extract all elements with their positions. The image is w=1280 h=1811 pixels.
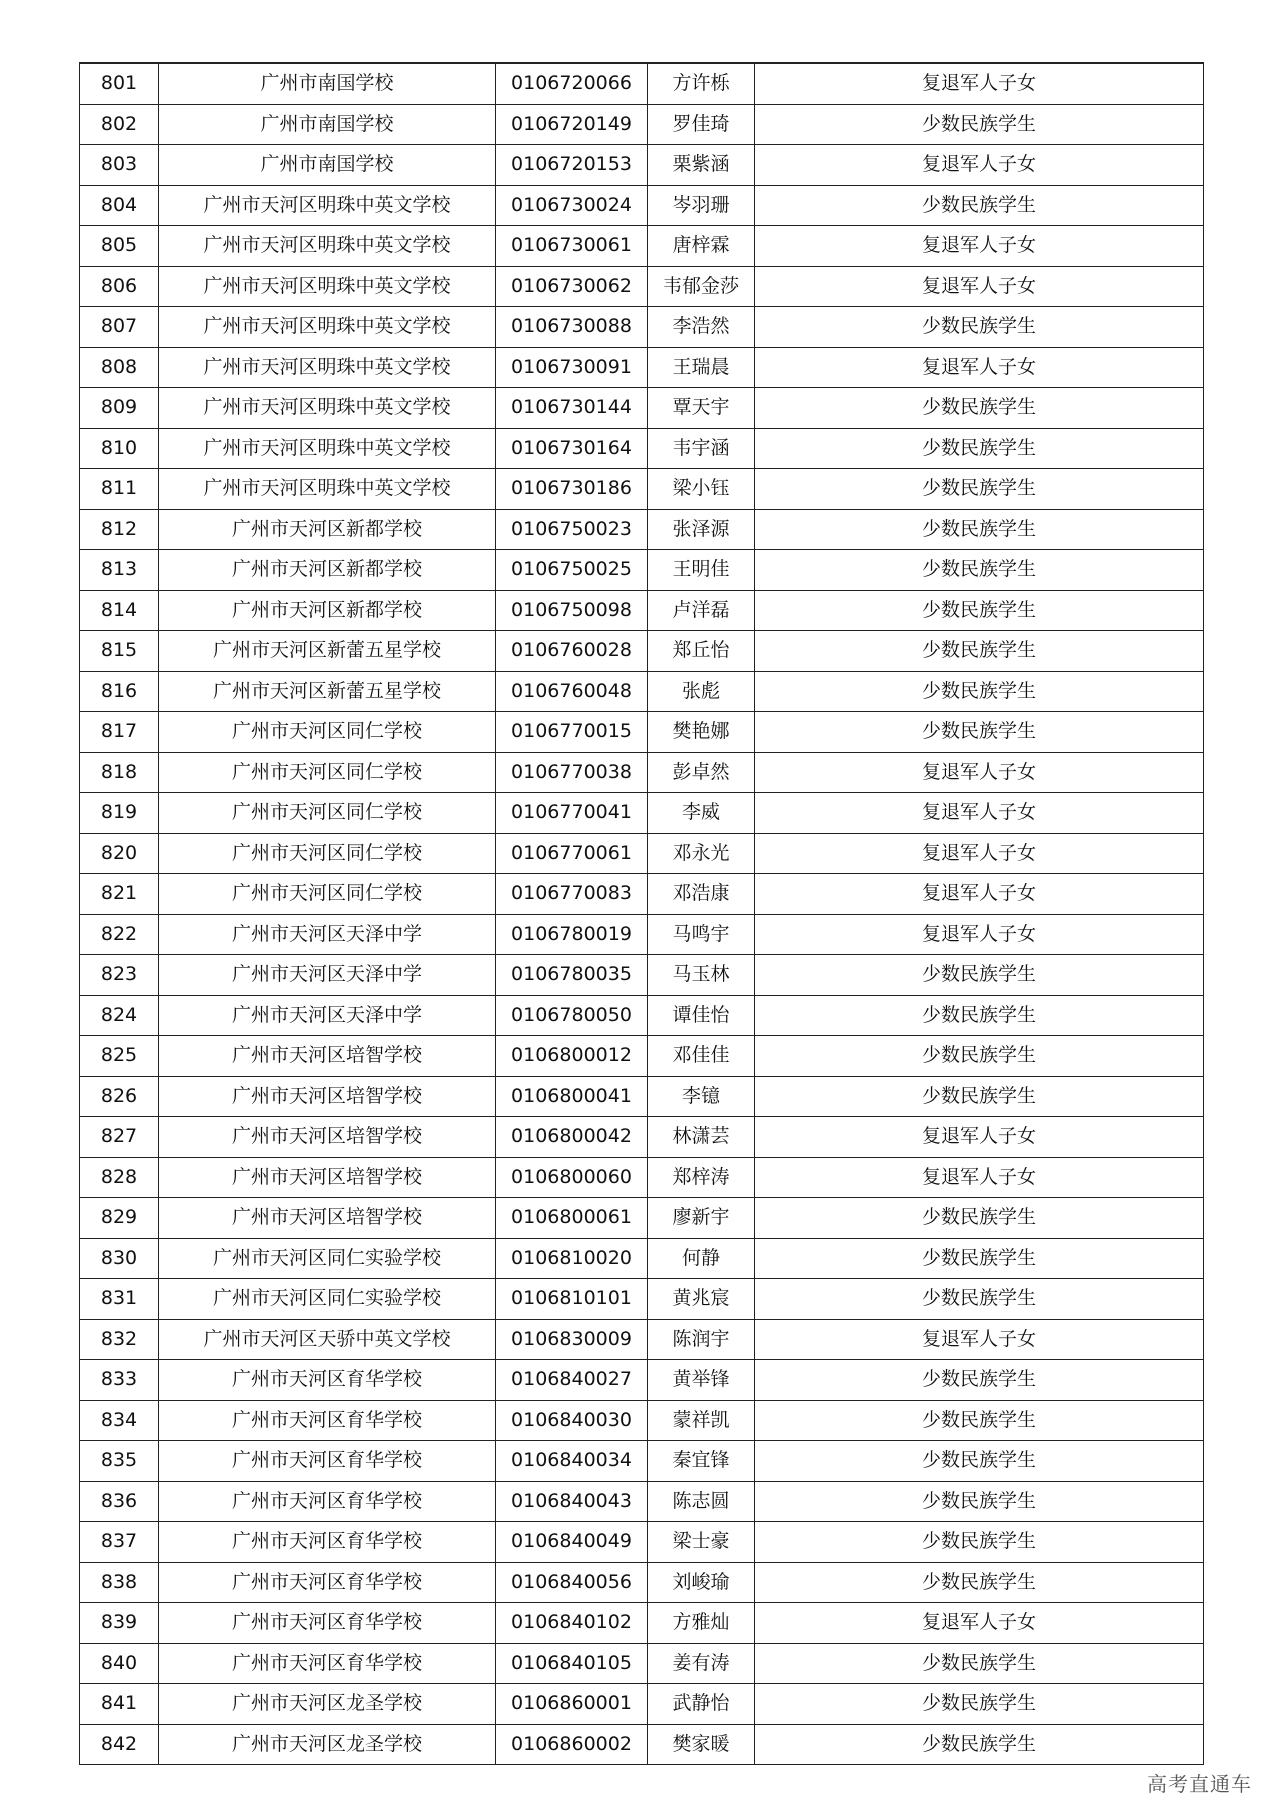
row-number: 813 <box>80 550 159 591</box>
table-row <box>80 1400 1204 1441</box>
row-number: 802 <box>80 104 159 145</box>
student-id: 0106780035 <box>496 955 648 996</box>
student-id: 0106840034 <box>496 1441 648 1482</box>
student-id: 0106770061 <box>496 833 648 874</box>
row-number: 834 <box>80 1400 159 1441</box>
student-id: 0106840027 <box>496 1360 648 1401</box>
school-name: 广州市天河区育华学校 <box>159 1481 496 1522</box>
table-row <box>80 307 1204 348</box>
row-number: 809 <box>80 388 159 429</box>
student-name: 黄举锋 <box>648 1360 755 1401</box>
row-number: 806 <box>80 266 159 307</box>
student-name: 李浩然 <box>648 307 755 348</box>
student-name: 彭卓然 <box>648 752 755 793</box>
school-name: 广州市南国学校 <box>159 63 496 104</box>
school-name: 广州市天河区培智学校 <box>159 1036 496 1077</box>
table-row <box>80 874 1204 915</box>
school-name: 广州市天河区培智学校 <box>159 1198 496 1239</box>
category: 少数民族学生 <box>755 388 1204 429</box>
table-row <box>80 428 1204 469</box>
student-id: 0106800060 <box>496 1157 648 1198</box>
school-name: 广州市天河区同仁学校 <box>159 833 496 874</box>
category: 少数民族学生 <box>755 1036 1204 1077</box>
row-number: 822 <box>80 914 159 955</box>
category: 复退军人子女 <box>755 1319 1204 1360</box>
school-name: 广州市天河区龙圣学校 <box>159 1724 496 1765</box>
table-row <box>80 1157 1204 1198</box>
category: 复退军人子女 <box>755 874 1204 915</box>
student-id: 0106750025 <box>496 550 648 591</box>
student-id: 0106860002 <box>496 1724 648 1765</box>
category: 少数民族学生 <box>755 1400 1204 1441</box>
row-number: 830 <box>80 1238 159 1279</box>
school-name: 广州市天河区育华学校 <box>159 1522 496 1563</box>
row-number: 826 <box>80 1076 159 1117</box>
student-name: 陈润宇 <box>648 1319 755 1360</box>
school-name: 广州市天河区育华学校 <box>159 1441 496 1482</box>
student-name: 梁小钰 <box>648 469 755 510</box>
school-name: 广州市天河区明珠中英文学校 <box>159 266 496 307</box>
student-name: 何静 <box>648 1238 755 1279</box>
school-name: 广州市天河区育华学校 <box>159 1643 496 1684</box>
student-name: 蒙祥凯 <box>648 1400 755 1441</box>
school-name: 广州市天河区育华学校 <box>159 1400 496 1441</box>
student-name: 李威 <box>648 793 755 834</box>
student-id: 0106730061 <box>496 226 648 267</box>
table-row <box>80 469 1204 510</box>
student-id: 0106730186 <box>496 469 648 510</box>
student-id: 0106730088 <box>496 307 648 348</box>
row-number: 810 <box>80 428 159 469</box>
student-name: 邓永光 <box>648 833 755 874</box>
row-number: 841 <box>80 1684 159 1725</box>
row-number: 828 <box>80 1157 159 1198</box>
table-row <box>80 914 1204 955</box>
category: 少数民族学生 <box>755 712 1204 753</box>
student-name: 方许栎 <box>648 63 755 104</box>
student-id: 0106810020 <box>496 1238 648 1279</box>
student-name: 岑羽珊 <box>648 185 755 226</box>
student-id: 0106800061 <box>496 1198 648 1239</box>
school-name: 广州市天河区天泽中学 <box>159 995 496 1036</box>
row-number: 829 <box>80 1198 159 1239</box>
school-name: 广州市天河区明珠中英文学校 <box>159 428 496 469</box>
category: 少数民族学生 <box>755 550 1204 591</box>
school-name: 广州市天河区明珠中英文学校 <box>159 226 496 267</box>
school-name: 广州市天河区同仁学校 <box>159 793 496 834</box>
table-row <box>80 1036 1204 1077</box>
school-name: 广州市天河区育华学校 <box>159 1562 496 1603</box>
category: 复退军人子女 <box>755 833 1204 874</box>
student-name: 樊艳娜 <box>648 712 755 753</box>
category: 少数民族学生 <box>755 631 1204 672</box>
roster-body <box>80 63 1204 1765</box>
category: 少数民族学生 <box>755 1684 1204 1725</box>
student-id: 0106730024 <box>496 185 648 226</box>
row-number: 832 <box>80 1319 159 1360</box>
table-row <box>80 1319 1204 1360</box>
student-name: 罗佳琦 <box>648 104 755 145</box>
student-id: 0106840105 <box>496 1643 648 1684</box>
student-id: 0106780050 <box>496 995 648 1036</box>
student-name: 张彪 <box>648 671 755 712</box>
student-name: 陈志圆 <box>648 1481 755 1522</box>
school-name: 广州市天河区新蕾五星学校 <box>159 631 496 672</box>
table-row <box>80 671 1204 712</box>
category: 复退军人子女 <box>755 266 1204 307</box>
row-number: 803 <box>80 145 159 186</box>
table-row <box>80 752 1204 793</box>
school-name: 广州市天河区新都学校 <box>159 509 496 550</box>
category: 复退军人子女 <box>755 793 1204 834</box>
row-number: 838 <box>80 1562 159 1603</box>
category: 少数民族学生 <box>755 1441 1204 1482</box>
school-name: 广州市天河区同仁学校 <box>159 712 496 753</box>
school-name: 广州市天河区同仁实验学校 <box>159 1238 496 1279</box>
category: 少数民族学生 <box>755 671 1204 712</box>
row-number: 833 <box>80 1360 159 1401</box>
table-row <box>80 1562 1204 1603</box>
student-id: 0106720066 <box>496 63 648 104</box>
table-row <box>80 388 1204 429</box>
student-name: 卢洋磊 <box>648 590 755 631</box>
row-number: 811 <box>80 469 159 510</box>
student-id: 0106770038 <box>496 752 648 793</box>
category: 少数民族学生 <box>755 509 1204 550</box>
table-row <box>80 1238 1204 1279</box>
table-row <box>80 104 1204 145</box>
roster-sheet <box>79 62 1203 1765</box>
row-number: 823 <box>80 955 159 996</box>
roster-table <box>79 62 1204 1765</box>
student-name: 廖新宇 <box>648 1198 755 1239</box>
student-name: 王明佳 <box>648 550 755 591</box>
student-id: 0106840030 <box>496 1400 648 1441</box>
category: 少数民族学生 <box>755 995 1204 1036</box>
student-id: 0106800041 <box>496 1076 648 1117</box>
row-number: 801 <box>80 63 159 104</box>
student-id: 0106810101 <box>496 1279 648 1320</box>
category: 复退军人子女 <box>755 914 1204 955</box>
table-row <box>80 1441 1204 1482</box>
category: 少数民族学生 <box>755 428 1204 469</box>
category: 少数民族学生 <box>755 590 1204 631</box>
watermark-text: 高考直通车 <box>1147 1772 1252 1796</box>
category: 少数民族学生 <box>755 104 1204 145</box>
row-number: 815 <box>80 631 159 672</box>
student-name: 李镱 <box>648 1076 755 1117</box>
category: 少数民族学生 <box>755 1522 1204 1563</box>
category: 少数民族学生 <box>755 1279 1204 1320</box>
student-name: 唐梓霖 <box>648 226 755 267</box>
student-name: 邓浩康 <box>648 874 755 915</box>
row-number: 820 <box>80 833 159 874</box>
table-row <box>80 1279 1204 1320</box>
student-name: 郑丘怡 <box>648 631 755 672</box>
student-name: 韦宇涵 <box>648 428 755 469</box>
table-row <box>80 1076 1204 1117</box>
table-row <box>80 1684 1204 1725</box>
table-row <box>80 1481 1204 1522</box>
category: 复退军人子女 <box>755 752 1204 793</box>
student-id: 0106730091 <box>496 347 648 388</box>
school-name: 广州市天河区明珠中英文学校 <box>159 347 496 388</box>
student-name: 林潇芸 <box>648 1117 755 1158</box>
student-name: 覃天宇 <box>648 388 755 429</box>
student-name: 谭佳怡 <box>648 995 755 1036</box>
category: 少数民族学生 <box>755 1198 1204 1239</box>
school-name: 广州市天河区天泽中学 <box>159 955 496 996</box>
table-row <box>80 145 1204 186</box>
row-number: 804 <box>80 185 159 226</box>
student-name: 马鸣宇 <box>648 914 755 955</box>
school-name: 广州市天河区新都学校 <box>159 550 496 591</box>
school-name: 广州市南国学校 <box>159 145 496 186</box>
student-name: 张泽源 <box>648 509 755 550</box>
student-id: 0106840043 <box>496 1481 648 1522</box>
school-name: 广州市天河区同仁学校 <box>159 752 496 793</box>
student-id: 0106720153 <box>496 145 648 186</box>
student-id: 0106760048 <box>496 671 648 712</box>
student-name: 武静怡 <box>648 1684 755 1725</box>
student-id: 0106730062 <box>496 266 648 307</box>
table-row <box>80 1522 1204 1563</box>
category: 少数民族学生 <box>755 469 1204 510</box>
student-name: 王瑞晨 <box>648 347 755 388</box>
table-row <box>80 631 1204 672</box>
student-id: 0106840049 <box>496 1522 648 1563</box>
school-name: 广州市天河区天泽中学 <box>159 914 496 955</box>
student-id: 0106800042 <box>496 1117 648 1158</box>
category: 少数民族学生 <box>755 1643 1204 1684</box>
row-number: 837 <box>80 1522 159 1563</box>
row-number: 836 <box>80 1481 159 1522</box>
table-row <box>80 1603 1204 1644</box>
category: 少数民族学生 <box>755 955 1204 996</box>
table-row <box>80 955 1204 996</box>
row-number: 814 <box>80 590 159 631</box>
row-number: 807 <box>80 307 159 348</box>
school-name: 广州市天河区培智学校 <box>159 1076 496 1117</box>
school-name: 广州市南国学校 <box>159 104 496 145</box>
category: 复退军人子女 <box>755 63 1204 104</box>
student-id: 0106830009 <box>496 1319 648 1360</box>
table-row <box>80 1360 1204 1401</box>
table-row <box>80 63 1204 104</box>
row-number: 831 <box>80 1279 159 1320</box>
student-name: 樊家暖 <box>648 1724 755 1765</box>
row-number: 812 <box>80 509 159 550</box>
row-number: 808 <box>80 347 159 388</box>
student-name: 马玉林 <box>648 955 755 996</box>
school-name: 广州市天河区天骄中英文学校 <box>159 1319 496 1360</box>
school-name: 广州市天河区同仁实验学校 <box>159 1279 496 1320</box>
row-number: 816 <box>80 671 159 712</box>
category: 少数民族学生 <box>755 1076 1204 1117</box>
row-number: 835 <box>80 1441 159 1482</box>
school-name: 广州市天河区新蕾五星学校 <box>159 671 496 712</box>
row-number: 840 <box>80 1643 159 1684</box>
row-number: 819 <box>80 793 159 834</box>
school-name: 广州市天河区明珠中英文学校 <box>159 307 496 348</box>
student-id: 0106730144 <box>496 388 648 429</box>
category: 少数民族学生 <box>755 1238 1204 1279</box>
table-row <box>80 266 1204 307</box>
school-name: 广州市天河区育华学校 <box>159 1603 496 1644</box>
student-name: 梁士豪 <box>648 1522 755 1563</box>
category: 少数民族学生 <box>755 1360 1204 1401</box>
student-id: 0106730164 <box>496 428 648 469</box>
school-name: 广州市天河区培智学校 <box>159 1117 496 1158</box>
school-name: 广州市天河区明珠中英文学校 <box>159 388 496 429</box>
table-row <box>80 712 1204 753</box>
row-number: 817 <box>80 712 159 753</box>
student-name: 刘峻瑜 <box>648 1562 755 1603</box>
row-number: 839 <box>80 1603 159 1644</box>
student-id: 0106780019 <box>496 914 648 955</box>
row-number: 818 <box>80 752 159 793</box>
school-name: 广州市天河区明珠中英文学校 <box>159 469 496 510</box>
student-name: 郑梓涛 <box>648 1157 755 1198</box>
category: 复退军人子女 <box>755 1157 1204 1198</box>
student-id: 0106860001 <box>496 1684 648 1725</box>
school-name: 广州市天河区龙圣学校 <box>159 1684 496 1725</box>
student-id: 0106760028 <box>496 631 648 672</box>
student-name: 秦宜锋 <box>648 1441 755 1482</box>
category: 复退军人子女 <box>755 226 1204 267</box>
category: 少数民族学生 <box>755 307 1204 348</box>
category: 少数民族学生 <box>755 1562 1204 1603</box>
student-id: 0106770083 <box>496 874 648 915</box>
student-name: 方雅灿 <box>648 1603 755 1644</box>
student-id: 0106770041 <box>496 793 648 834</box>
category: 少数民族学生 <box>755 185 1204 226</box>
category: 复退军人子女 <box>755 1603 1204 1644</box>
school-name: 广州市天河区培智学校 <box>159 1157 496 1198</box>
table-row <box>80 1117 1204 1158</box>
student-id: 0106800012 <box>496 1036 648 1077</box>
table-row <box>80 833 1204 874</box>
student-name: 姜有涛 <box>648 1643 755 1684</box>
student-id: 0106750098 <box>496 590 648 631</box>
school-name: 广州市天河区育华学校 <box>159 1360 496 1401</box>
table-row <box>80 185 1204 226</box>
table-row <box>80 590 1204 631</box>
student-id: 0106840102 <box>496 1603 648 1644</box>
student-name: 邓佳佳 <box>648 1036 755 1077</box>
student-id: 0106840056 <box>496 1562 648 1603</box>
row-number: 805 <box>80 226 159 267</box>
row-number: 827 <box>80 1117 159 1158</box>
student-name: 韦郁金莎 <box>648 266 755 307</box>
category: 复退军人子女 <box>755 145 1204 186</box>
category: 少数民族学生 <box>755 1724 1204 1765</box>
table-row <box>80 793 1204 834</box>
school-name: 广州市天河区新都学校 <box>159 590 496 631</box>
table-row <box>80 550 1204 591</box>
student-name: 黄兆宸 <box>648 1279 755 1320</box>
row-number: 824 <box>80 995 159 1036</box>
table-row <box>80 1198 1204 1239</box>
category: 少数民族学生 <box>755 1481 1204 1522</box>
school-name: 广州市天河区明珠中英文学校 <box>159 185 496 226</box>
student-id: 0106750023 <box>496 509 648 550</box>
row-number: 825 <box>80 1036 159 1077</box>
table-row <box>80 995 1204 1036</box>
school-name: 广州市天河区同仁学校 <box>159 874 496 915</box>
table-row <box>80 1724 1204 1765</box>
table-row <box>80 1643 1204 1684</box>
category: 复退军人子女 <box>755 1117 1204 1158</box>
row-number: 821 <box>80 874 159 915</box>
row-number: 842 <box>80 1724 159 1765</box>
student-id: 0106770015 <box>496 712 648 753</box>
table-row <box>80 226 1204 267</box>
table-row <box>80 347 1204 388</box>
table-row <box>80 509 1204 550</box>
student-name: 栗紫涵 <box>648 145 755 186</box>
student-id: 0106720149 <box>496 104 648 145</box>
category: 复退军人子女 <box>755 347 1204 388</box>
